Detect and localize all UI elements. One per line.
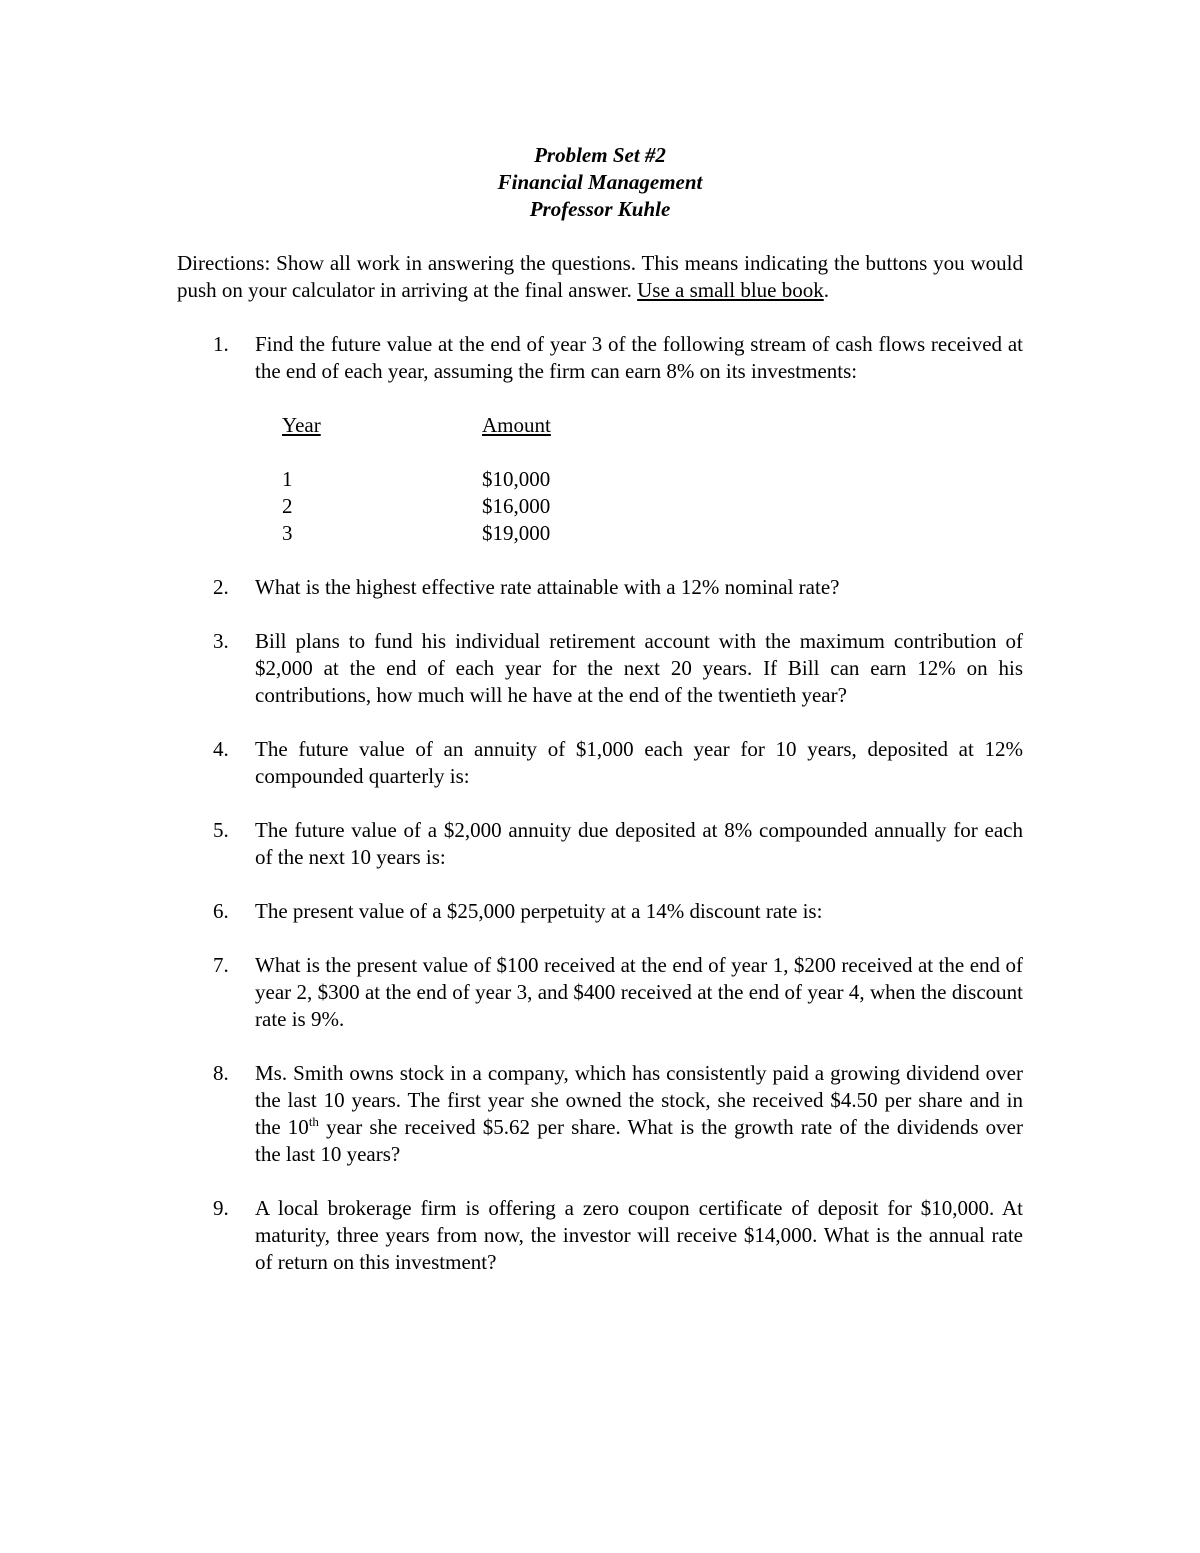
question-text: What is the highest effective rate attainable with a 12% nominal rate? [255,575,840,599]
document-page [177,142,1023,1303]
cashflow-table [282,412,582,547]
question-2 [177,574,1023,601]
amount-cell: $10,000 [482,467,551,491]
question-3 [177,628,1023,709]
table-header-row [282,412,582,439]
year-cell: 2 [282,494,293,518]
question-number: 7. [213,953,229,977]
question-text [255,1060,1023,1168]
question-list [177,331,1023,1276]
title: Problem Set #2 [534,143,666,167]
column-header-amount: Amount [482,413,551,437]
question-number: 5. [213,818,229,842]
question-7 [177,952,1023,1033]
question-number: 3. [213,629,229,653]
question-number: 1. [213,332,229,356]
question-6 [177,898,1023,925]
question-text: The future value of an annuity of $1,000 each year for 10 years, deposited at 12% compounded quarterly is: [255,737,1023,788]
question-text: Bill plans to fund his individual retirement account with the maximum contribution of $2,000 at the end of each year for the next 20 years. If Bill can earn 12% on his contributions, how much will he have at the end of the twentieth year? [255,629,1023,707]
table-row [282,520,582,547]
year-cell: 3 [282,521,293,545]
document-header [177,142,1023,223]
year-cell: 1 [282,467,293,491]
question-9 [177,1195,1023,1276]
question-number: 2. [213,575,229,599]
question-text: Find the future value at the end of year 3 of the following stream of cash flows received at the end of each year, assuming the firm can earn 8% on its investments: [255,332,1023,383]
question-text-part: year she received $5.62 per share. What is the growth rate of the dividends over the last 10 years? [255,1115,1023,1166]
question-text: What is the present value of $100 received at the end of year 1, $200 received at the end of year 2, $300 at the end of year 3, and $400 received at the end of year 4, when the discount rate is 9%. [255,953,1023,1031]
directions-underlined: Use a small blue book [637,278,824,302]
ordinal-suffix: th [308,1114,319,1129]
amount-cell: $19,000 [482,521,551,545]
directions-text: Directions: Show all work in answering the questions. This means indicating the buttons you would push on your calculator in arriving at the final answer. [177,251,1023,302]
table-row [282,466,582,493]
question-text: The present value of a $25,000 perpetuity at a 14% discount rate is: [255,899,823,923]
question-text-part: Ms. Smith owns stock in a company, which has consistently paid a growing dividend over the last 10 years. The first year she owned the stock, she received $4.50 per share and in the 10 [255,1061,1023,1139]
question-number: 8. [213,1061,229,1085]
question-4 [177,736,1023,790]
course-name: Financial Management [497,170,703,194]
question-5 [177,817,1023,871]
amount-cell: $16,000 [482,494,551,518]
directions-paragraph [177,250,1023,304]
question-text: The future value of a $2,000 annuity due deposited at 8% compounded annually for each of the next 10 years is: [255,818,1023,869]
question-1 [177,331,1023,547]
directions-end: . [823,278,830,302]
question-number: 4. [213,737,229,761]
question-8 [177,1060,1023,1168]
question-number: 9. [213,1196,229,1220]
column-header-year: Year [282,413,321,437]
question-number: 6. [213,899,229,923]
professor-name: Professor Kuhle [529,197,671,221]
table-row [282,493,582,520]
question-text: A local brokerage firm is offering a zero coupon certificate of deposit for $10,000. At maturity, three years from now, the investor will receive $14,000. What is the annual rate of return on this investment? [255,1196,1023,1274]
